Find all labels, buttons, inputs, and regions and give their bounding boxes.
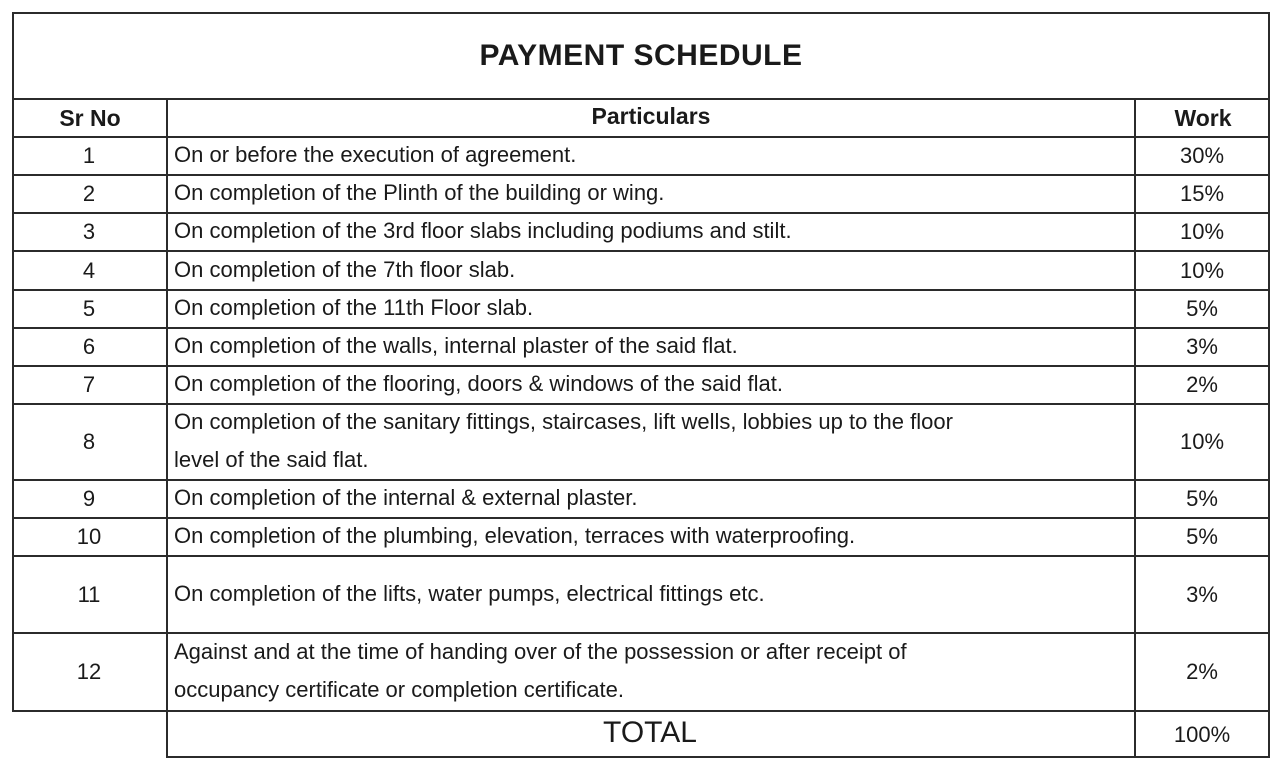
- work-percent-cell: 10%: [1179, 257, 1225, 283]
- sr-no-cell: 12: [76, 659, 102, 684]
- particulars-cell: level of the said flat.: [174, 447, 369, 472]
- header-sr-no: Sr No: [59, 104, 121, 131]
- particulars-cell: On completion of the 7th floor slab.: [174, 256, 516, 282]
- particulars-cell: On completion of the Plinth of the building or wing.: [174, 180, 665, 205]
- work-percent-cell: 15%: [1179, 181, 1225, 206]
- sr-no-cell: 7: [82, 372, 96, 397]
- sr-no-cell: 1: [82, 143, 96, 168]
- table-border-top: [12, 12, 1270, 14]
- total-value: 100%: [1173, 722, 1231, 747]
- work-percent-cell: 3%: [1186, 334, 1218, 359]
- particulars-cell: On completion of the lifts, water pumps, electrical fittings etc.: [174, 580, 765, 606]
- work-percent-cell: 3%: [1186, 581, 1218, 607]
- work-percent-cell: 2%: [1186, 372, 1218, 397]
- particulars-cell: On completion of the internal & external plaster.: [174, 485, 638, 510]
- particulars-cell: Against and at the time of handing over of the possession or after receipt of: [174, 639, 907, 664]
- work-percent-cell: 30%: [1179, 143, 1225, 168]
- row-divider: [12, 710, 1270, 712]
- particulars-cell: On completion of the 3rd floor slabs including podiums and stilt.: [174, 218, 792, 243]
- column-divider: [166, 98, 168, 758]
- row-divider: [12, 555, 1270, 557]
- particulars-cell: occupancy certificate or completion certificate.: [174, 677, 624, 702]
- page-title: PAYMENT SCHEDULE: [479, 39, 803, 72]
- particulars-cell: On completion of the walls, internal plaster of the said flat.: [174, 333, 738, 358]
- particulars-cell: On completion of the 11th Floor slab.: [174, 295, 534, 320]
- total-divider: [166, 756, 1270, 758]
- work-percent-cell: 2%: [1186, 659, 1218, 684]
- sr-no-cell: 3: [82, 219, 96, 244]
- particulars-cell: On completion of the flooring, doors & windows of the said flat.: [174, 371, 783, 396]
- sr-no-cell: 8: [82, 429, 96, 454]
- total-label: TOTAL: [603, 716, 697, 749]
- header-work: Work: [1174, 104, 1232, 131]
- sr-no-cell: 10: [76, 524, 102, 549]
- title-divider: [12, 98, 1270, 100]
- header-particulars: Particulars: [591, 102, 711, 129]
- particulars-cell: On completion of the plumbing, elevation, terraces with waterproofing.: [174, 523, 856, 548]
- work-percent-cell: 5%: [1186, 524, 1218, 549]
- sr-no-cell: 5: [82, 296, 96, 321]
- work-percent-cell: 10%: [1179, 429, 1225, 454]
- work-percent-cell: 5%: [1186, 486, 1218, 511]
- sr-no-cell: 11: [77, 581, 101, 607]
- work-percent-cell: 10%: [1179, 219, 1225, 244]
- sr-no-cell: 2: [82, 181, 96, 206]
- sr-no-cell: 9: [82, 486, 96, 511]
- particulars-cell: On or before the execution of agreement.: [174, 142, 577, 167]
- sr-no-cell: 6: [82, 334, 96, 359]
- sr-no-cell: 4: [82, 257, 96, 283]
- work-percent-cell: 5%: [1186, 296, 1218, 321]
- particulars-cell: On completion of the sanitary fittings, staircases, lift wells, lobbies up to the floor: [174, 409, 953, 434]
